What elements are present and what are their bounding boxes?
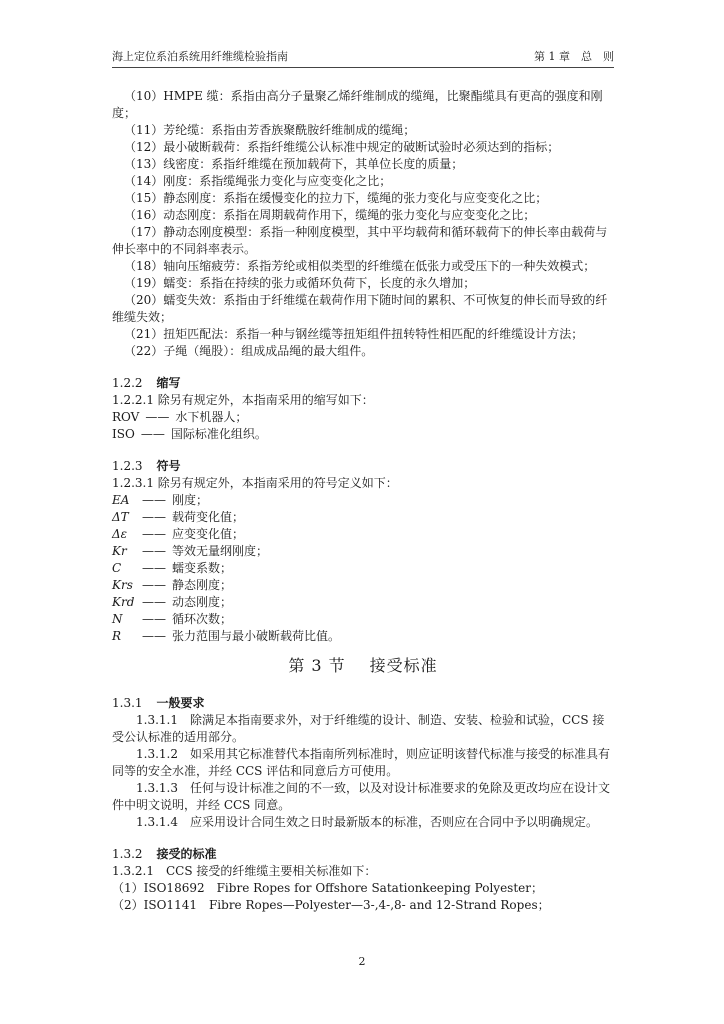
section-number: 1.2.3 <box>112 459 143 473</box>
section-number: 1.3.2 <box>112 847 143 861</box>
section-symbols <box>112 458 614 645</box>
header-rule <box>112 67 614 68</box>
clause-paragraph: 1.3.1.3 任何与设计标准之间的不一致，以及对设计标准要求的免除及更改均应在设计文件中明文说明，并经 CCS 同意。 <box>112 781 610 812</box>
symbol-row <box>112 611 614 628</box>
dash: —— <box>142 612 166 626</box>
symbol-desc: 应变变化值； <box>172 527 245 541</box>
symbol: Krs <box>112 578 133 592</box>
section-heading <box>112 695 614 712</box>
symbol-desc: 静态刚度； <box>172 578 233 592</box>
dash: —— <box>145 410 170 424</box>
section-intro: 1.2.3.1 除另有规定外，本指南采用的符号定义如下： <box>112 476 398 490</box>
definition-item: （17）静动态刚度模型：系指一种刚度模型，其中平均载荷和循环载荷下的伸长率由载荷与伸长率中的不同斜率表示。 <box>112 225 608 256</box>
dash: —— <box>142 578 166 592</box>
definitions-list <box>112 88 614 360</box>
definition-item: （15）静态刚度：系指在缓慢变化的拉力下，缆绳的张力变化与应变变化之比； <box>124 191 548 205</box>
definition-item: （14）刚度：系指缆绳张力变化与应变变化之比； <box>124 174 392 188</box>
symbol-row <box>112 543 614 560</box>
abbreviation-desc: 水下机器人； <box>175 410 248 424</box>
symbol-desc: 循环次数； <box>172 612 233 626</box>
definition-item: （16）动态刚度：系指在周期载荷作用下，缆绳的张力变化与应变变化之比； <box>124 208 536 222</box>
section-accepted-standards <box>112 846 614 914</box>
symbol-desc: 载荷变化值； <box>172 510 245 524</box>
standard-item: （1）ISO18692 Fibre Ropes for Offshore Satationkeeping Polyester； <box>112 881 543 895</box>
section-title: 接受的标准 <box>156 847 217 861</box>
standard-item: （2）ISO1141 Fibre Ropes—Polyester—3-,4-,8- and 12-Strand Ropes； <box>112 898 550 912</box>
abbreviation-term: ISO <box>112 427 135 441</box>
symbol: EA <box>112 493 130 507</box>
dash: —— <box>142 493 166 507</box>
page-number: 2 <box>358 955 366 968</box>
definition-item: （22）子绳（绳股）：组成成品绳的最大组件。 <box>124 344 374 358</box>
definition-item: （11）芳纶缆：系指由芳香族聚酰胺纤维制成的缆绳； <box>124 123 416 137</box>
section-heading <box>112 846 614 863</box>
clause-paragraph: 1.3.1.1 除满足本指南要求外，对于纤维缆的设计、制造、安装、检验和试验，CCS 接受公认标准的适用部分。 <box>112 713 605 744</box>
section-name: 接受标准 <box>369 656 438 675</box>
symbol-row <box>112 492 614 509</box>
abbreviation-row <box>112 426 614 443</box>
symbol-row <box>112 509 614 526</box>
section-number: 1.3.1 <box>112 696 143 710</box>
symbol: C <box>112 561 122 575</box>
section-general-requirements <box>112 695 614 831</box>
section-abbreviations <box>112 375 614 443</box>
definition-item: （12）最小破断载荷：系指纤维缆公认标准中规定的破断试验时必须达到的指标； <box>124 140 560 154</box>
dash: —— <box>142 561 166 575</box>
definition-item: （21）扭矩匹配法：系指一种与钢丝缆等扭矩组件扭转特性相匹配的纤维缆设计方法； <box>124 327 584 341</box>
section-number: 1.2.2 <box>112 376 143 390</box>
dash: —— <box>142 510 166 524</box>
clause-paragraph: 1.3.1.2 如采用其它标准替代本指南所列标准时，则应证明该替代标准与接受的标准具有同等的安全水准，并经 CCS 评估和同意后方可使用。 <box>112 747 610 778</box>
dash: —— <box>140 427 165 441</box>
definition-item: （19）蠕变：系指在持续的张力或循环负荷下，长度的永久增加； <box>124 276 476 290</box>
section-intro: 1.2.2.1 除另有规定外，本指南采用的缩写如下： <box>112 393 374 407</box>
symbol-desc: 等效无量纲刚度； <box>172 544 269 558</box>
symbol: Kr <box>112 544 127 558</box>
abbreviation-desc: 国际标准化组织。 <box>170 427 267 441</box>
dash: —— <box>142 629 166 643</box>
section-heading <box>112 458 614 475</box>
symbol: Krd <box>112 595 135 609</box>
header-chapter: 第 1 章 总 则 <box>534 50 614 63</box>
symbol-row <box>112 577 614 594</box>
abbreviation-term: ROV <box>112 410 140 424</box>
symbol-desc: 刚度； <box>172 493 209 507</box>
section-no: 第 3 节 <box>288 656 346 675</box>
symbol: ΔT <box>112 510 129 524</box>
symbol-row <box>112 560 614 577</box>
definition-item: （10）HMPE 缆：系指由高分子量聚乙烯纤维制成的缆绳，比聚酯缆具有更高的强度和刚度； <box>112 89 603 120</box>
abbreviation-row <box>112 409 614 426</box>
dash: —— <box>142 527 166 541</box>
symbol-row <box>112 628 614 645</box>
section-title: 缩写 <box>156 376 181 390</box>
symbol-row <box>112 594 614 611</box>
dash: —— <box>142 595 166 609</box>
dash: —— <box>142 544 166 558</box>
symbol-row <box>112 526 614 543</box>
header-book-title: 海上定位系泊系统用纤维缆检验指南 <box>112 50 288 63</box>
symbol: Δε <box>112 527 128 541</box>
section-title: 一般要求 <box>156 696 205 710</box>
page-body <box>112 88 614 914</box>
definition-item: （13）线密度：系指纤维缆在预加载荷下，其单位长度的质量； <box>124 157 464 171</box>
section-heading <box>112 375 614 392</box>
definition-item: （20）蠕变失效：系指由于纤维缆在载荷作用下随时间的累积、不可恢复的伸长而导致的纤维缆失效； <box>112 293 608 324</box>
clause-paragraph: 1.3.1.4 应采用设计合同生效之日时最新版本的标准，否则应在合同中予以明确规定。 <box>136 815 598 829</box>
section-intro: 1.3.2.1 CCS 接受的纤维缆主要相关标准如下： <box>112 864 377 878</box>
symbol: N <box>112 612 123 626</box>
section-title-block <box>112 655 614 677</box>
symbol-desc: 蠕变系数； <box>172 561 233 575</box>
symbol-desc: 张力范围与最小破断载荷比值。 <box>172 629 341 643</box>
symbol: R <box>112 629 122 643</box>
symbol-desc: 动态刚度； <box>172 595 233 609</box>
definition-item: （18）轴向压缩疲劳：系指芳纶或相似类型的纤维缆在低张力或受压下的一种失效模式； <box>124 259 596 273</box>
section-title: 符号 <box>156 459 181 473</box>
